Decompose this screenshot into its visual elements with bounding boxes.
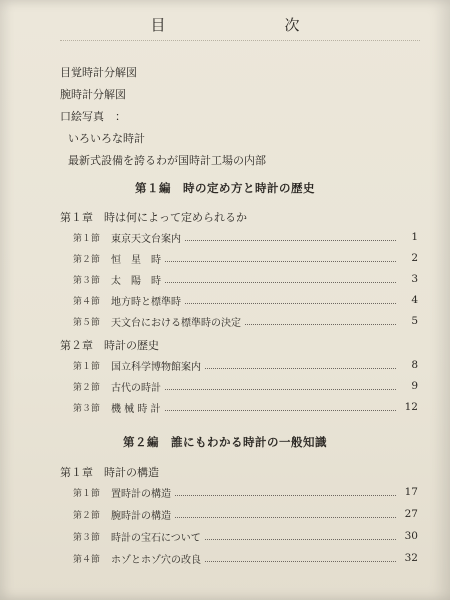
section-title: 東京天文台案内 <box>111 233 181 245</box>
toc-entry <box>73 482 418 502</box>
page-number: 3 <box>411 273 418 285</box>
divider <box>60 40 420 41</box>
section-title: 置時計の構造 <box>111 488 171 500</box>
page-number: 1 <box>411 231 418 243</box>
section-title: 天文台における標準時の決定 <box>111 317 241 329</box>
section-title: 国立科学博物館案内 <box>111 361 201 373</box>
leader-dots <box>245 323 396 325</box>
section-number: 第３節 <box>73 403 101 414</box>
front-matter-item: 最新式設備を誇るわが国時計工場の内部 <box>68 154 266 167</box>
toc-entry <box>73 504 418 524</box>
chapter-title: 第１章 時は何によって定められるか <box>60 211 247 224</box>
page-number: 17 <box>404 486 418 498</box>
section-title: ホゾとホゾ穴の改良 <box>111 554 201 566</box>
section-number: 第４節 <box>73 296 101 307</box>
chapter-title: 第１章 時計の構造 <box>60 466 159 479</box>
page-number: 32 <box>404 552 418 564</box>
leader-dots <box>165 281 396 283</box>
page-number: 30 <box>404 530 418 542</box>
front-matter-item: 腕時計分解図 <box>60 88 126 101</box>
section-number: 第２節 <box>73 382 101 393</box>
leader-dots <box>205 560 396 562</box>
toc-entry <box>73 248 418 268</box>
toc-entry <box>73 290 418 310</box>
leader-dots <box>165 409 396 411</box>
front-matter-item: いろいろな時計 <box>68 132 145 145</box>
page-number: 8 <box>411 359 418 371</box>
leader-dots <box>175 516 396 518</box>
leader-dots <box>165 260 396 262</box>
section-number: 第４節 <box>73 554 101 565</box>
section-title: 腕時計の構造 <box>111 510 171 522</box>
leader-dots <box>205 367 396 369</box>
section-number: 第１節 <box>73 233 101 244</box>
leader-dots <box>175 494 396 496</box>
toc-entry <box>73 355 418 375</box>
page-number: 9 <box>411 380 418 392</box>
section-title: 地方時と標準時 <box>111 296 181 308</box>
part-heading: 第２編 誰にもわかる時計の一般知識 <box>123 435 327 449</box>
page-title: 目 次 <box>150 16 352 34</box>
front-matter-item: 目覚時計分解図 <box>60 66 137 79</box>
front-matter-item: 口絵写真 ： <box>60 110 126 123</box>
leader-dots <box>165 388 396 390</box>
toc-entry <box>73 548 418 568</box>
section-title: 機 械 時 計 <box>111 403 161 415</box>
front-matter-list <box>60 62 266 172</box>
section-title: 時計の宝石について <box>111 532 201 544</box>
toc-entry <box>73 227 418 247</box>
part-heading: 第１編 時の定め方と時計の歴史 <box>135 181 315 195</box>
toc-entry <box>73 526 418 546</box>
toc-entry <box>73 376 418 396</box>
page-number: 5 <box>411 315 418 327</box>
page-number: 12 <box>404 401 418 413</box>
leader-dots <box>185 239 396 241</box>
section-title: 恒 星 時 <box>111 254 161 266</box>
section-title: 太 陽 時 <box>111 275 161 287</box>
section-number: 第３節 <box>73 532 101 543</box>
page-number: 2 <box>411 252 418 264</box>
section-number: 第３節 <box>73 275 101 286</box>
section-number: 第１節 <box>73 488 101 499</box>
chapter-title: 第２章 時計の歴史 <box>60 339 159 352</box>
section-number: 第１節 <box>73 361 101 372</box>
section-number: 第５節 <box>73 317 101 328</box>
leader-dots <box>205 538 396 540</box>
section-number: 第２節 <box>73 254 101 265</box>
leader-dots <box>185 302 396 304</box>
toc-entry <box>73 397 418 417</box>
page-number: 27 <box>404 508 418 520</box>
toc-entry <box>73 269 418 289</box>
section-title: 古代の時計 <box>111 382 161 394</box>
page-number: 4 <box>411 294 418 306</box>
toc-entry <box>73 311 418 331</box>
section-number: 第２節 <box>73 510 101 521</box>
